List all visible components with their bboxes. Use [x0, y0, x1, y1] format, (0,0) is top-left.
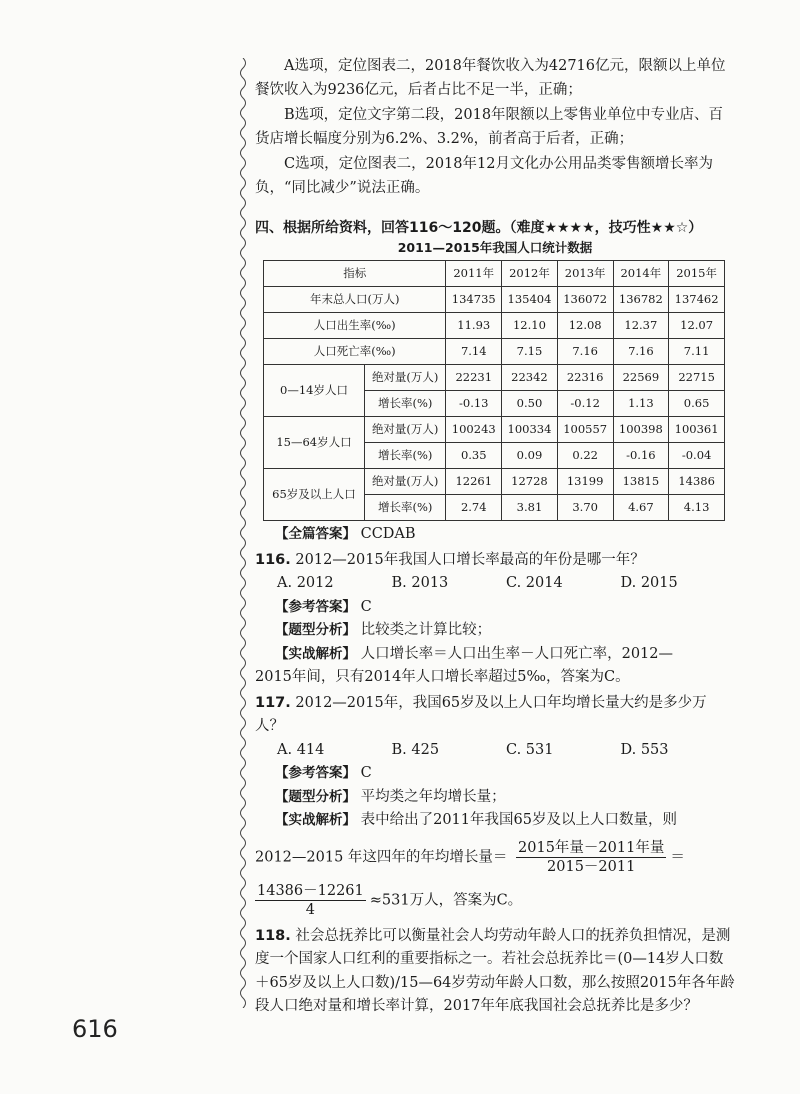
header-year: 2011年 [446, 261, 502, 287]
question-stem: 社会总抚养比可以衡量社会人均劳动年龄人口的抚养负担情况，是测度一个国家人口红利的重要指标之一。若社会总抚养比＝(0—14岁人口数＋65岁及以上人口数)/15—64岁劳动年龄人口数，那么按照2015年各年龄段人口绝对量和增长率计算，2017年年底我国社会总抚养比是多少？ [255, 927, 735, 1014]
option: D. 2015 [620, 575, 678, 591]
sub-label: 增长率(%) [364, 391, 445, 417]
cell: 136072 [557, 287, 613, 313]
sub-label: 增长率(%) [364, 495, 445, 521]
reference-answer [255, 596, 735, 620]
question-118 [255, 925, 735, 1019]
option-c-analysis: C选项，定位图表二，2018年12月文化办公用品类零售额增长率为负，“同比减少”说法正确。 [255, 156, 713, 196]
fraction-denominator: 4 [305, 901, 315, 918]
question-type [255, 619, 735, 643]
row-label: 年末总人口(万人) [264, 287, 446, 313]
tag-label: 【实战解析】 [275, 645, 356, 662]
answer-value: C [360, 598, 372, 615]
cell: 12.37 [613, 313, 669, 339]
cell: 3.70 [557, 495, 613, 521]
cell: 7.15 [502, 339, 558, 365]
cell: 1.13 [613, 391, 669, 417]
population-table [263, 260, 725, 521]
table-row [264, 365, 725, 391]
question-number: 116. [255, 551, 291, 568]
section-title: 四、根据所给资料，回答116～120题。（难度★★★★，技巧性★★☆） [255, 220, 703, 236]
full-answer-label: 【全篇答案】 [275, 526, 356, 542]
formula-text: 2012—2015 年这四年的年均增长量＝ [255, 849, 508, 865]
cell: 0.50 [502, 391, 558, 417]
fraction-denominator: 2015－2011 [547, 858, 636, 875]
cell: 136782 [613, 287, 669, 313]
table-row [264, 339, 725, 365]
cell: 0.65 [669, 391, 725, 417]
option-a-analysis: A选项，定位图表二，2018年餐饮收入为42716亿元，限额以上单位餐饮收入为9236亿元，后者占比不足一半，正确； [255, 58, 726, 98]
cell: 7.14 [446, 339, 502, 365]
fraction-numerator: 2015年量－2011年量 [518, 839, 665, 856]
wavy-margin-line [236, 58, 250, 1008]
cell: 12.10 [502, 313, 558, 339]
option: C. 2014 [506, 575, 563, 591]
cell: 0.35 [446, 443, 502, 469]
option: C. 531 [506, 741, 554, 758]
group-label: 0—14岁人口 [264, 365, 365, 417]
cell: 12728 [502, 469, 558, 495]
tag-label: 【题型分析】 [275, 788, 356, 805]
cell: 4.67 [613, 495, 669, 521]
cell: 137462 [669, 287, 725, 313]
cell: 14386 [669, 469, 725, 495]
type-text: 比较类之计算比较； [360, 622, 492, 638]
cell: 100398 [613, 417, 669, 443]
question-number: 117. [255, 694, 291, 711]
cell: -0.04 [669, 443, 725, 469]
cell: 22342 [502, 365, 558, 391]
row-label: 人口出生率(‰) [264, 313, 446, 339]
header-year: 2012年 [502, 261, 558, 287]
option: A. 414 [277, 741, 325, 758]
cell: 22231 [446, 365, 502, 391]
cell: 135404 [502, 287, 558, 313]
table-row [264, 469, 725, 495]
question-type [255, 786, 735, 810]
formula-line [255, 882, 735, 919]
table-row [264, 313, 725, 339]
table-header-row [264, 261, 725, 287]
type-text: 平均类之年均增长量； [360, 788, 506, 805]
header-year: 2014年 [613, 261, 669, 287]
cell: 22715 [669, 365, 725, 391]
cell: 0.09 [502, 443, 558, 469]
analysis-text: 人口增长率＝人口出生率－人口死亡率，2012— [360, 645, 674, 662]
header-year: 2013年 [557, 261, 613, 287]
cell: 12261 [446, 469, 502, 495]
cell: 7.16 [557, 339, 613, 365]
option: B. 2013 [391, 575, 449, 591]
tag-label: 【题型分析】 [275, 622, 356, 638]
cell: 3.81 [502, 495, 558, 521]
cell: 100334 [502, 417, 558, 443]
options [255, 572, 735, 596]
cell: -0.12 [557, 391, 613, 417]
cell: 12.07 [669, 313, 725, 339]
cell: 12.08 [557, 313, 613, 339]
analysis [255, 643, 735, 667]
page-content [255, 55, 735, 1019]
sub-label: 绝对量(万人) [364, 365, 445, 391]
fraction [516, 839, 666, 876]
formula-line: 2012—2015 年这四年的年均增长量＝ $\frac{\text{2015年量－2011年量}}{2015-2011}$ ＝ [255, 839, 685, 875]
question-stem: 2012—2015年我国人口增长率最高的年份是哪一年？ [295, 551, 645, 568]
sub-label: 绝对量(万人) [364, 469, 445, 495]
question-number: 118. [255, 927, 291, 944]
cell: 7.11 [669, 339, 725, 365]
analysis [255, 809, 735, 833]
group-label: 15—64岁人口 [264, 417, 365, 469]
answer-value: C [360, 765, 372, 781]
cell: 2.74 [446, 495, 502, 521]
row-label: 人口死亡率(‰) [264, 339, 446, 365]
cell: 22316 [557, 365, 613, 391]
cell: -0.16 [613, 443, 669, 469]
cell: 13815 [613, 469, 669, 495]
cell: 13199 [557, 469, 613, 495]
header-year: 2015年 [669, 261, 725, 287]
cell: 7.16 [613, 339, 669, 365]
cell: 100361 [669, 417, 725, 443]
tag-label: 【参考答案】 [275, 765, 356, 781]
group-label: 65岁及以上人口 [264, 469, 365, 521]
cell: 100557 [557, 417, 613, 443]
fraction-numerator: 14386－12261 [257, 882, 364, 899]
table-row [264, 417, 725, 443]
analysis-text: 表中给出了2011年我国65岁及以上人口数量，则 [360, 812, 677, 828]
tag-label: 【参考答案】 [275, 598, 356, 615]
table-title: 2011—2015年我国人口统计数据 [397, 240, 593, 255]
sub-label: 增长率(%) [364, 443, 445, 469]
option: B. 425 [391, 741, 440, 758]
full-answer [255, 523, 735, 547]
full-answer-value: CCDAB [360, 526, 416, 542]
tag-label: 【实战解析】 [275, 812, 356, 828]
cell: 0.22 [557, 443, 613, 469]
option-b-analysis: B选项，定位文字第二段，2018年限额以上零售业单位中专业店、百货店增长幅度分别为6.2%、3.2%，前者高于后者，正确； [255, 107, 724, 147]
option: D. 553 [620, 741, 669, 758]
analysis-continued: 2015年间，只有2014年人口增长率超过5‰，答案为C。 [255, 669, 630, 685]
option: A. 2012 [277, 575, 334, 591]
fraction [255, 882, 366, 919]
question-117 [255, 692, 735, 919]
question-116 [255, 549, 735, 690]
cell: -0.13 [446, 391, 502, 417]
header-indicator: 指标 [264, 261, 446, 287]
question-stem: 2012—2015年，我国65岁及以上人口年均增长量大约是多少万人？ [255, 694, 707, 734]
sub-label: 绝对量(万人) [364, 417, 445, 443]
cell: 4.13 [669, 495, 725, 521]
formula-result: ≈531万人，答案为C。 [369, 892, 523, 908]
reference-answer [255, 762, 735, 786]
page-number: 616 [72, 1015, 118, 1043]
cell: 100243 [446, 417, 502, 443]
options [255, 739, 735, 763]
cell: 11.93 [446, 313, 502, 339]
table-row [264, 287, 725, 313]
cell: 134735 [446, 287, 502, 313]
cell: 22569 [613, 365, 669, 391]
